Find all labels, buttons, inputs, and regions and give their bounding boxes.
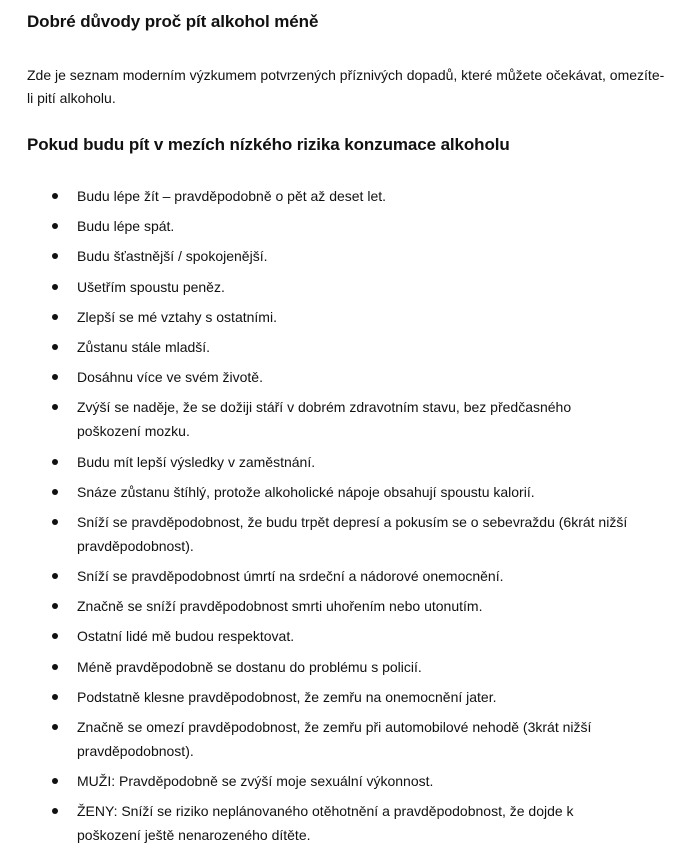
list-item bbox=[27, 305, 667, 329]
list-item bbox=[27, 655, 667, 679]
list-item-text: Ušetřím spoustu peněz. bbox=[77, 278, 225, 295]
list-item-text: Značně se sníží pravděpodobnost smrti uhořením nebo utonutím. bbox=[77, 598, 483, 615]
list-item-text: Snáze zůstanu štíhlý, protože alkoholické nápoje obsahují spoustu kalorií. bbox=[77, 483, 535, 500]
list-item-text: Budu lépe žít – pravděpodobně o pět až deset let. bbox=[77, 188, 387, 204]
list-item bbox=[27, 564, 667, 588]
section-heading: Pokud budu pít v mezích nízkého rizika konzumace alkoholu bbox=[27, 135, 510, 154]
list-item-text: Budu lépe spát. bbox=[77, 218, 175, 235]
list-item bbox=[27, 214, 667, 238]
list-item-text: ŽENY: Sníží se riziko neplánovaného otěhotnění a pravděpodobnost, že dojde k poškození ještě nenarozeného dítěte. bbox=[77, 803, 574, 844]
list-item-text: Budu šťastnější / spokojenější. bbox=[77, 248, 268, 265]
list-item-text: Značně se omezí pravděpodobnost, že zemřu při automobilové nehodě (3krát nižší pravděpodobnost). bbox=[77, 719, 592, 759]
list-item bbox=[27, 244, 667, 268]
list-item bbox=[27, 275, 667, 299]
page-title: Dobré důvody proč pít alkohol méně bbox=[27, 12, 319, 31]
list-item bbox=[27, 624, 667, 648]
list-item bbox=[27, 685, 667, 709]
list-item bbox=[27, 184, 667, 208]
list-item-text: MUŽI: Pravděpodobně se zvýší moje sexuální výkonnost. bbox=[77, 773, 434, 790]
list-item-text: Méně pravděpodobně se dostanu do problému s policií. bbox=[77, 658, 422, 675]
list-item bbox=[27, 799, 667, 847]
list-item-text: Dosáhnu více ve svém životě. bbox=[77, 369, 263, 386]
intro-paragraph: Zde je seznam moderním výzkumem potvrzených příznivých dopadů, které můžete očekávat, omezíte-li pití alkoholu. bbox=[27, 67, 665, 106]
list-item-text: Sníží se pravděpodobnost úmrtí na srdeční a nádorové onemocnění. bbox=[77, 568, 504, 585]
list-item bbox=[27, 365, 667, 389]
list-item bbox=[27, 395, 667, 443]
list-item bbox=[27, 510, 667, 558]
list-item-text: Sníží se pravděpodobnost, že budu trpět depresí a pokusím se o sebevraždu (6krát nižší pravděpodobnost). bbox=[77, 513, 628, 554]
list-item-text: Zůstanu stále mladší. bbox=[77, 338, 211, 355]
list-item-text: Zvýší se naděje, že se dožiji stáří v dobrém zdravotním stavu, bez předčasného poškození mozku. bbox=[77, 399, 572, 440]
list-item bbox=[27, 335, 667, 359]
benefits-list bbox=[27, 184, 667, 854]
list-item bbox=[27, 715, 667, 763]
list-item-text: Zlepší se mé vztahy s ostatními. bbox=[77, 308, 277, 325]
list-item bbox=[27, 594, 667, 618]
list-item-text: Budu mít lepší výsledky v zaměstnání. bbox=[77, 453, 316, 470]
list-item bbox=[27, 769, 667, 793]
list-item bbox=[27, 480, 667, 504]
list-item-text: Ostatní lidé mě budou respektovat. bbox=[77, 628, 295, 645]
list-item-text: Podstatně klesne pravděpodobnost, že zemřu na onemocnění jater. bbox=[77, 688, 497, 705]
list-item bbox=[27, 450, 667, 474]
